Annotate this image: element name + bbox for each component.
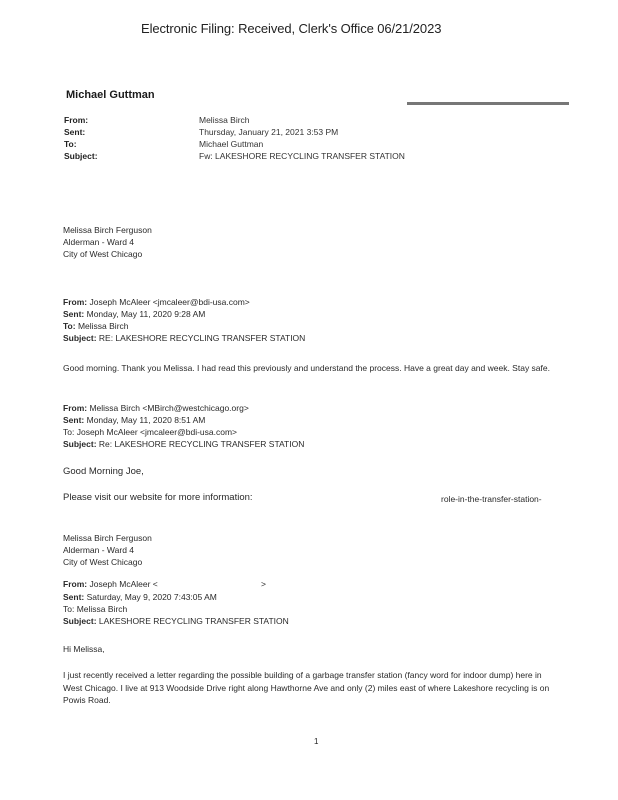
email1-sent: Monday, May 11, 2020 9:28 AM [86,309,206,319]
signature2-title: Alderman - Ward 4 [63,545,135,555]
email2-from: Melissa Birch <MBirch@westchicago.org> [89,403,249,413]
email2-sent: Monday, May 11, 2020 8:51 AM [86,415,206,425]
signature2-city: City of West Chicago [63,557,143,567]
header-subject-label: Subject: [64,151,98,161]
email2-to-line [63,427,237,437]
email2-body-tail: role-in-the-transfer-station- [441,494,542,504]
mailbox-owner: Michael Guttman [66,89,155,101]
email2-from-label: From: [63,403,88,413]
email2-subject-line [63,439,304,449]
email3-to-label: To: [63,604,75,614]
header-subject-value: Fw: LAKESHORE RECYCLING TRANSFER STATION [199,151,405,161]
filing-stamp: Electronic Filing: Received, Clerk's Office 06/21/2023 [141,21,442,36]
email1-to: Melissa Birch [77,321,129,331]
header-from-label: From: [64,115,89,125]
email1-sent-line [63,309,205,319]
email3-subject: LAKESHORE RECYCLING TRANSFER STATION [98,616,289,626]
email3-body: I just recently received a letter regarding the possible building of a garbage transfer station (fancy word for indoor dump) here in West Chicago. I live at 913 Woodside Drive right along Hawthorne Ave and only (2) miles east of where Lakeshore recycling is on Powis Road. [63,670,550,705]
email2-to: Joseph McAleer <jmcaleer@bdi-usa.com> [76,427,237,437]
page-number: 1 [314,737,319,746]
email1-from-label: From: [63,297,88,307]
header-sent-value: Thursday, January 21, 2021 3:53 PM [199,127,339,137]
email1-subject-line [63,333,305,343]
email2-body: Please visit our website for more information: [63,492,253,503]
email1-to-line [63,321,129,331]
email3-to-line [63,604,127,614]
email2-to-label: To: [63,427,75,437]
header-to-label: To: [64,139,77,149]
email3-to: Melissa Birch [76,604,128,614]
signature1-city: City of West Chicago [63,249,143,259]
email1-to-label: To: [63,321,76,331]
header-sent-label: Sent: [64,127,86,137]
header-rule [407,102,569,105]
signature1-title: Alderman - Ward 4 [63,237,135,247]
email1-subject: RE: LAKESHORE RECYCLING TRANSFER STATION [98,333,306,343]
email2-sent-line [63,415,205,425]
email3-from-close: > [261,579,266,589]
signature2-name: Melissa Birch Ferguson [63,533,152,543]
header-to-value: Michael Guttman [199,139,264,149]
email1-body: Good morning. Thank you Melissa. I had read this previously and understand the process. Have a great day and week. Stay safe. [63,363,550,373]
email1-from-line [63,297,250,307]
email2-greeting: Good Morning Joe, [63,466,144,477]
email3-subject-line [63,616,289,626]
email3-from-line [63,579,158,589]
email2-subject: Re: LAKESHORE RECYCLING TRANSFER STATION [98,439,305,449]
email3-greeting: Hi Melissa, [63,644,105,654]
email2-sent-label: Sent: [63,415,85,425]
email3-sent: Saturday, May 9, 2020 7:43:05 AM [86,592,217,602]
email3-from-label: From: [63,579,88,589]
email3-sent-line [63,592,217,602]
email1-subject-label: Subject: [63,333,97,343]
header-from-value: Melissa Birch [199,115,250,125]
email2-subject-label: Subject: [63,439,97,449]
email1-sent-label: Sent: [63,309,85,319]
email3-subject-label: Subject: [63,616,97,626]
email3-from: Joseph McAleer < [89,579,158,589]
signature1-name: Melissa Birch Ferguson [63,225,152,235]
email3-sent-label: Sent: [63,592,85,602]
email1-from: Joseph McAleer <jmcaleer@bdi-usa.com> [89,297,250,307]
email2-from-line [63,403,249,413]
